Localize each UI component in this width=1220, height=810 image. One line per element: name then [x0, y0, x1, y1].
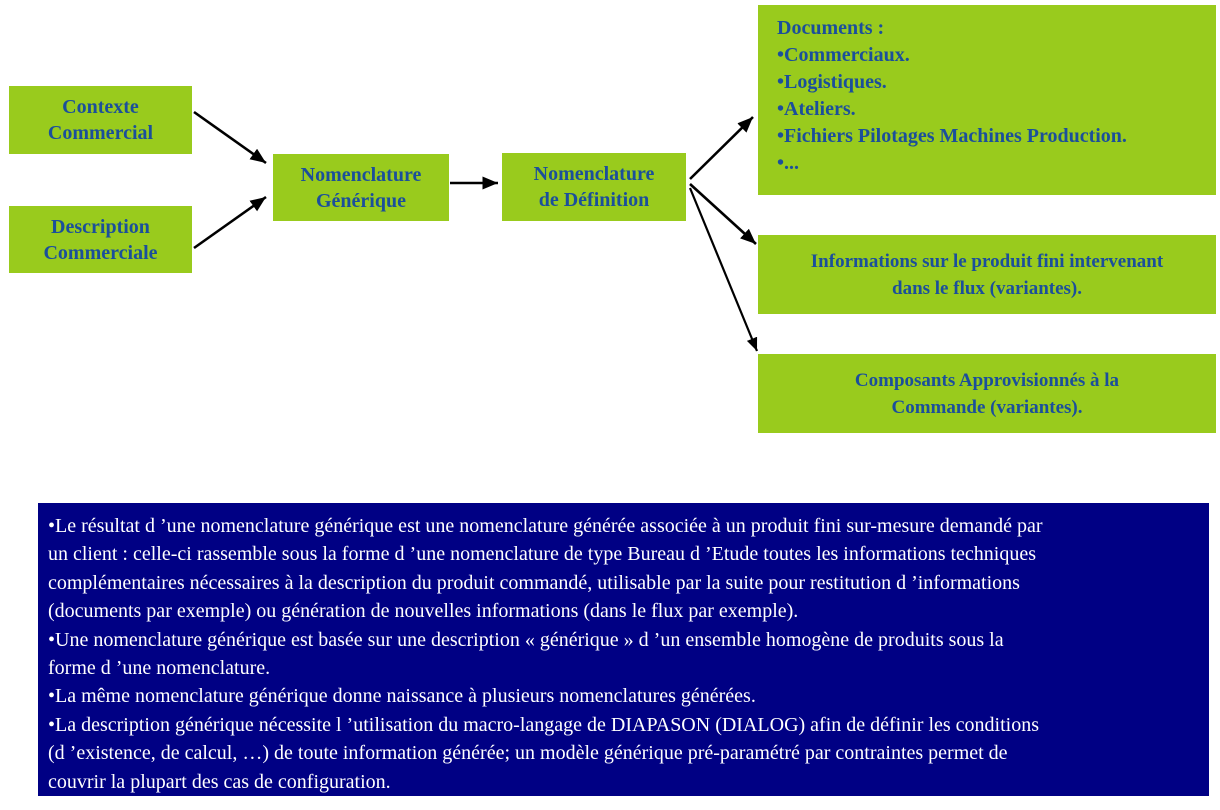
node-label-line: Description — [51, 215, 150, 238]
node-contexte-commercial — [9, 86, 192, 154]
node-nomenclature-definition — [502, 153, 686, 221]
node-label-line: Commercial — [47, 122, 154, 144]
arrow-contexte-to-generique — [194, 112, 266, 163]
node-label-line: Commerciale — [43, 241, 158, 264]
documents-list-item: •Logistiques. — [777, 71, 887, 93]
node-label-line: Commande (variantes). — [891, 396, 1083, 418]
node-label-line: Informations sur le produit fini intervenant — [810, 250, 1164, 272]
node-informations-produit-fini — [758, 235, 1216, 314]
documents-list-item: •... — [777, 152, 800, 174]
documents-list-item: •Fichiers Pilotages Machines Production. — [777, 125, 1127, 147]
node-description-commerciale — [9, 206, 192, 273]
node-label-line: Contexte — [62, 96, 139, 118]
notes-line: un client : celle-ci rassemble sous la forme d ’une nomenclature de type Bureau d ’Etude toutes les informations techniques — [48, 543, 1037, 566]
documents-title: Documents : — [777, 17, 885, 39]
notes-panel — [38, 503, 1209, 796]
node-label-line: Nomenclature — [300, 163, 422, 186]
node-nomenclature-generique — [273, 154, 449, 221]
notes-line: (documents par exemple) ou génération de nouvelles informations (dans le flux par exemple). — [48, 600, 799, 623]
arrow-definition-to-informations — [690, 184, 756, 244]
node-label-line: Composants Approvisionnés à la — [854, 369, 1120, 391]
node-label-line: de Définition — [538, 189, 650, 211]
node-label-line: dans le flux (variantes). — [892, 277, 1082, 299]
notes-line: complémentaires nécessaires à la description du produit commandé, utilisable par la suite pour restitution d ’informations — [48, 571, 1020, 594]
notes-line: •Une nomenclature générique est basée sur une description « générique » d ’un ensemble homogène de produits sous la — [48, 628, 1004, 651]
node-composants-approvisionnes — [758, 354, 1216, 433]
notes-line: forme d ’une nomenclature. — [48, 657, 271, 680]
node-documents — [758, 5, 1216, 195]
arrow-description-to-generique — [194, 197, 266, 248]
arrow-definition-to-documents — [690, 117, 753, 179]
notes-line: (d ’existence, de calcul, …) de toute information générée; un modèle générique pré-paramétré par contraintes permet de — [48, 742, 1008, 765]
documents-list-item: •Commerciaux. — [777, 44, 910, 66]
notes-line: •Le résultat d ’une nomenclature générique est une nomenclature générée associée à un produit fini sur-mesure demandé par — [48, 515, 1043, 537]
notes-line: •La description générique nécessite l ’utilisation du macro-langage de DIAPASON (DIALOG) afin de définir les conditions — [48, 713, 1039, 736]
node-label-line: Nomenclature — [533, 163, 655, 185]
documents-list-item: •Ateliers. — [777, 98, 856, 120]
arrow-definition-to-composants — [690, 188, 757, 351]
notes-line: •La même nomenclature générique donne naissance à plusieurs nomenclatures générées. — [48, 685, 756, 708]
node-label-line: Générique — [316, 189, 406, 212]
notes-line: couvrir la plupart des cas de configuration. — [48, 770, 391, 793]
